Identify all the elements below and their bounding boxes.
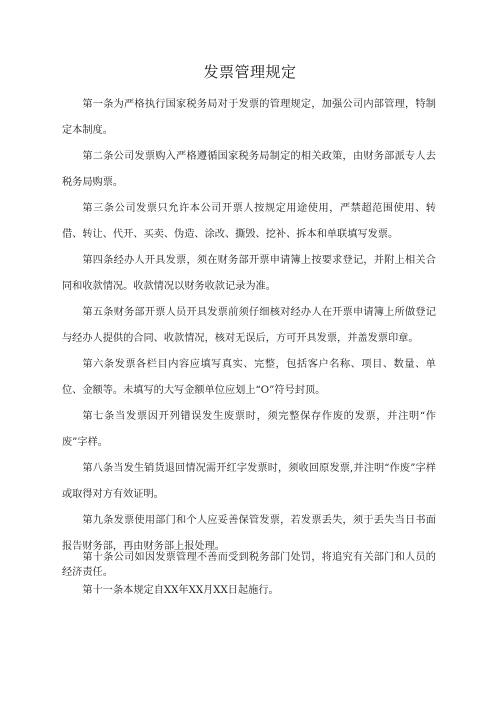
article-3: 第三条公司发票只允许本公司开票人按规定用途使用，严禁超范围使用、转借、转让、代开、买卖、伪造、涂改、撕毁、挖补、拆本和单联填写发票。 [62,203,436,240]
article-2: 第二条公司发票购入严格遵循国家税务局制定的相关政策，由财务部派专人去税务局购票。 [62,151,436,188]
article-5: 第五条财务部开票人员开具发票前须仔细核对经办人在开票申请簿上所做登记与经办人提供的合同、收款情况，核对无误后，方可开具发票，并盖发票印章。 [62,307,436,344]
article-6: 第六条发票各栏目内容应填写真实、完整，包括客户名称、项目、数量、单位、金额等。未填写的大写金额单位应划上“O”符号封顶。 [62,359,436,396]
article-11: 第十一条本规定自XX年XX月XX日起施行。 [82,585,279,596]
article-4: 第四条经办人开具发票，须在财务部开票申请簿上按要求登记，并附上相关合同和收款情况。收款情况以财务收款记录为准。 [62,255,436,292]
article-10: 第十条公司如因发票管理不善而受到税务部门处罚，将追究有关部门和人员的经济责任。 [62,552,436,578]
article-8: 第八条当发生销货退回情况需开红字发票时，须收回原发票,并注明“作废”字样或取得对方有效证明。 [62,463,436,500]
document-title: 发票管理规定 [203,63,297,81]
article-9: 第九条发票使用部门和个人应妥善保管发票，若发票丢失，须于丢失当日书面报告财务部，再由财务部上报处理。 [62,515,436,552]
article-7: 第七条当发票因开列错误发生废票时，须完整保存作废的发票，并注明“作废”字样。 [62,411,436,448]
article-1: 第一条为严格执行国家税务局对于发票的管理规定，加强公司内部管理，特制定本制度。 [62,99,436,136]
